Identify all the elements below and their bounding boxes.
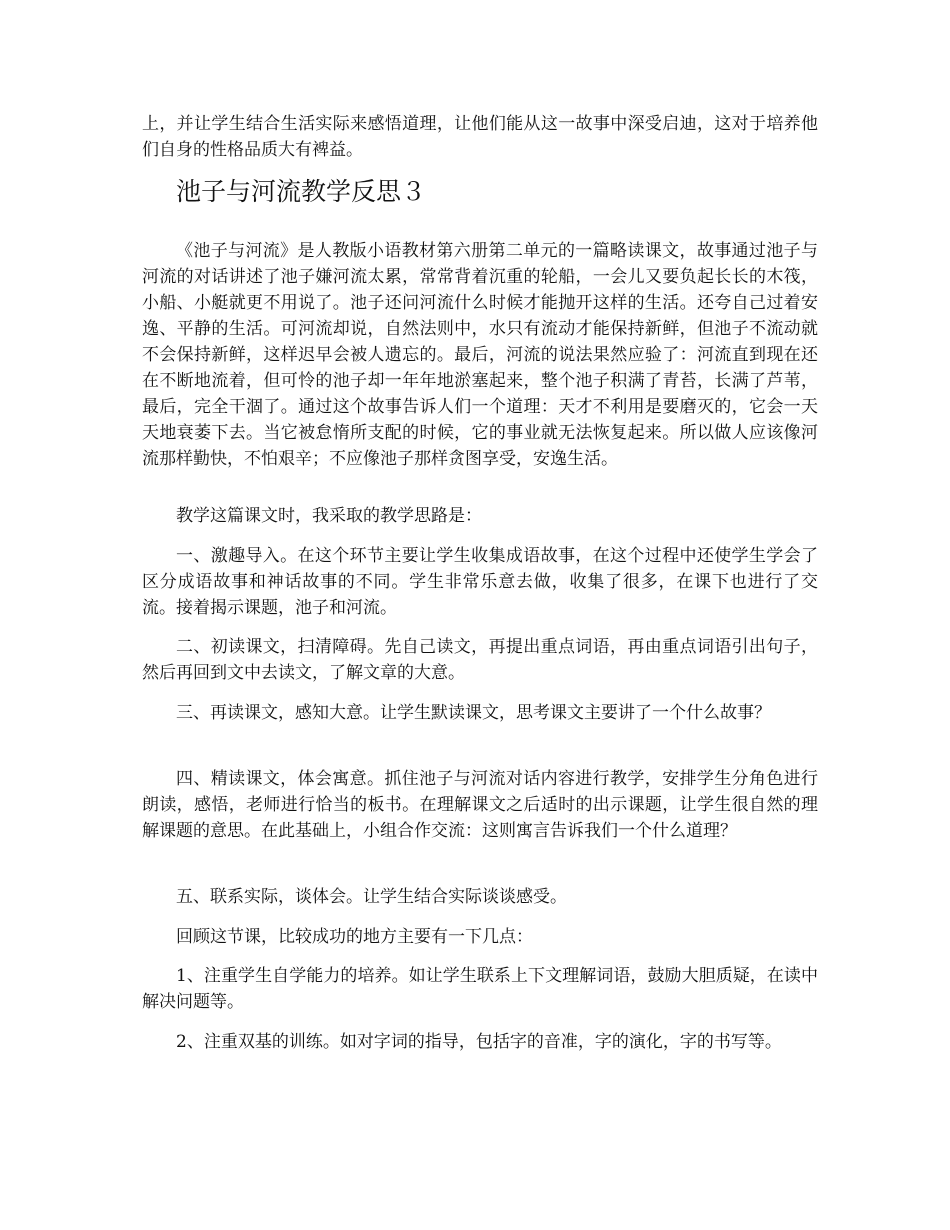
paragraph-9: 1、注重学生自学能力的培养。如让学生联系上下文理解词语，鼓励大胆质疑，在读中解决问题等。 <box>142 966 818 1012</box>
paragraph-5: 三、再读课文，感知大意。让学生默读课文，思考课文主要讲了一个什么故事？ <box>176 703 771 723</box>
paragraph-3: 一、激趣导入。在这个环节主要让学生收集成语故事，在这个过程中还使学生学会了区分成语故事和神话故事的不同。学生非常乐意去做，收集了很多，在课下也进行了交流。接着揭示课题，池子和河流。 <box>142 546 818 618</box>
paragraph-6: 四、精读课文，体会寓意。抓住池子与河流对话内容进行教学，安排学生分角色进行朗读，感悟，老师进行恰当的板书。在理解课文之后适时的出示课题，让学生很自然的理解课题的意思。在此基础上，小组合作交流：这则寓言告诉我们一个什么道理？ <box>142 769 818 841</box>
section-title: 池子与河流教学反思３ <box>176 177 427 206</box>
paragraph-2: 教学这篇课文时，我采取的教学思路是： <box>176 506 482 526</box>
paragraph-10: 2、注重双基的训练。如对字词的指导，包括字的音准，字的演化，字的书写等。 <box>176 1032 782 1052</box>
paragraph-4: 二、初读课文，扫清障碍。先自己读文，再提出重点词语，再由重点词语引出句子，然后再回到文中去读文，了解文章的大意。 <box>142 637 818 683</box>
paragraph-7: 五、联系实际，谈体会。让学生结合实际谈谈感受。 <box>176 887 567 907</box>
paragraph-8: 回顾这节课，比较成功的地方主要有一下几点： <box>176 927 533 947</box>
paragraph-1: 《池子与河流》是人教版小语教材第六册第二单元的一篇略读课文，故事通过池子与河流的对话讲述了池子嫌河流太累，常常背着沉重的轮船，一会儿又要负起长长的木筏，小船、小艇就更不用说了。池子还问河流什么时候才能抛开这样的生活。还夸自己过着安逸、平静的生活。可河流却说，自然法则中，水只有流动才能保持新鲜，但池子不流动就不会保持新鲜，这样迟早会被人遗忘的。最后，河流的说法果然应验了：河流直到现在还在不断地流着，但可怜的池子却一年年地淤塞起来，整个池子积满了青苔，长满了芦苇，最后，完全干涸了。通过这个故事告诉人们一个道理：天才不利用是要磨灭的，它会一天天地衰萎下去。当它被怠惰所支配的时候，它的事业就无法恢复起来。所以做人应该像河流那样勤快，不怕艰辛；不应像池子那样贪图享受，安逸生活。 <box>142 241 818 469</box>
intro-paragraph: 上，并让学生结合生活实际来感悟道理，让他们能从这一故事中深受启迪，这对于培养他们自身的性格品质大有裨益。 <box>142 114 818 160</box>
